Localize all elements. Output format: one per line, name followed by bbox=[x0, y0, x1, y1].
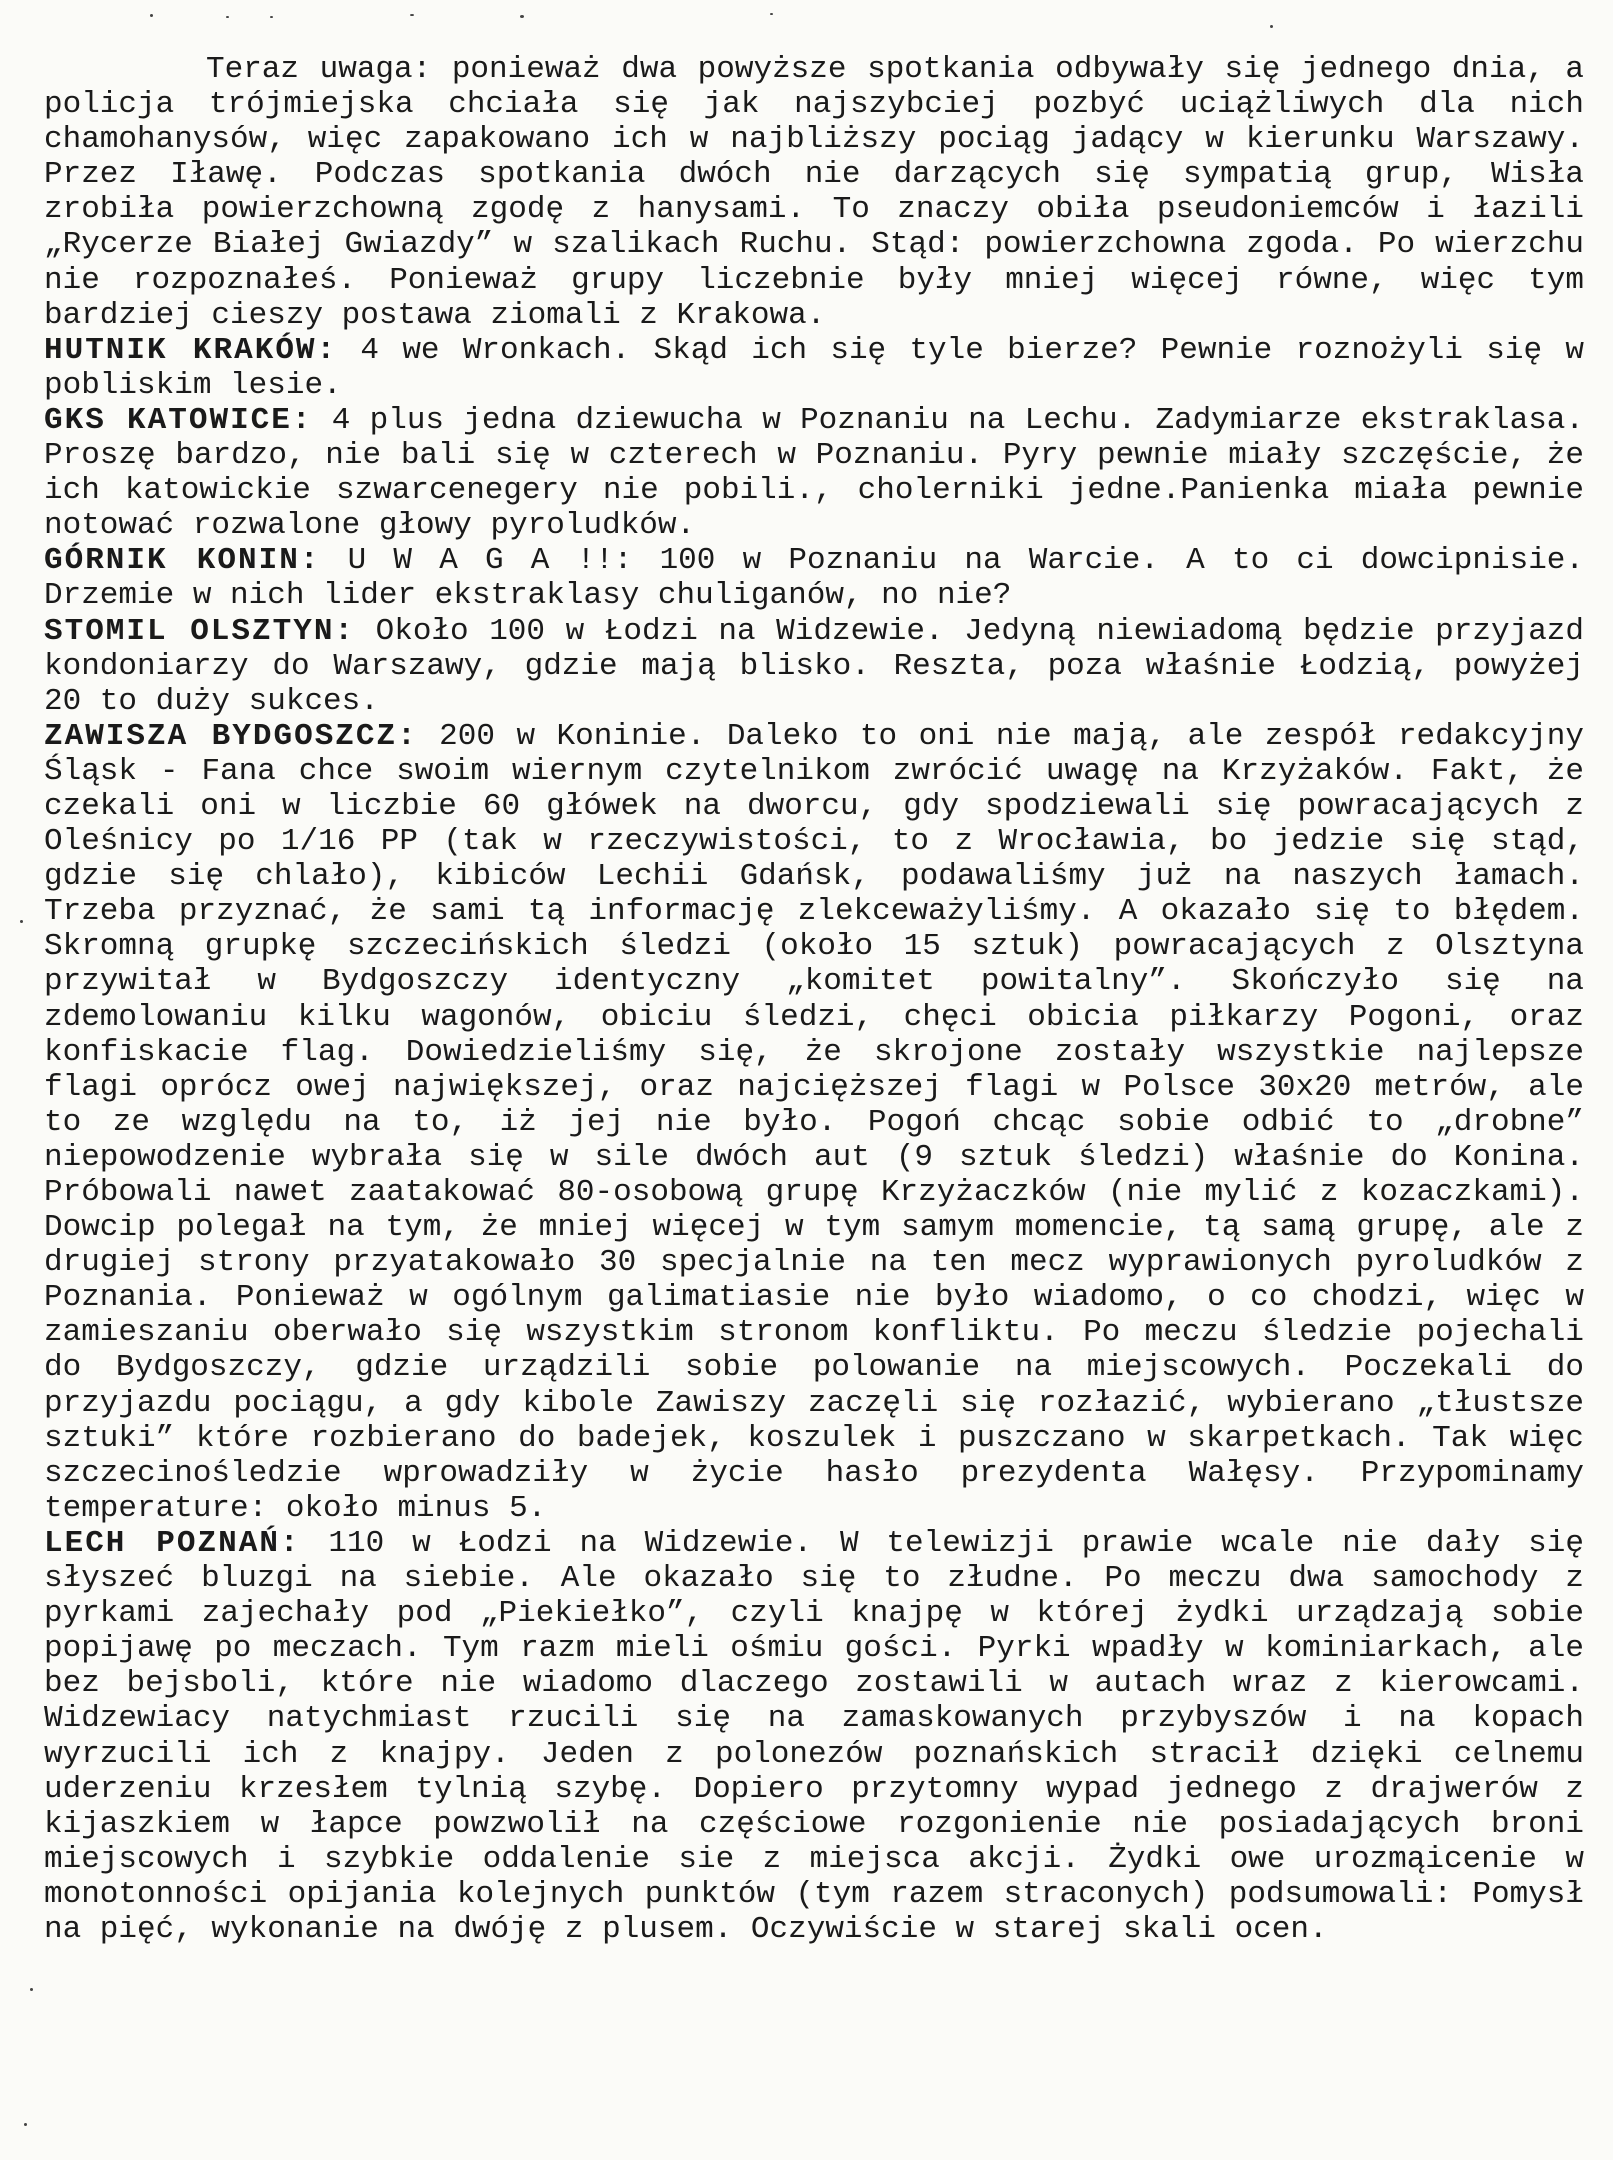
scan-speck bbox=[24, 2123, 27, 2126]
team-heading: ZAWISZA BYDGOSZCZ: bbox=[44, 718, 418, 754]
team-heading: STOMIL OLSZTYN: bbox=[44, 613, 356, 649]
scan-speck bbox=[1270, 25, 1273, 28]
scan-speck bbox=[270, 16, 273, 18]
scan-speck bbox=[520, 15, 524, 18]
section-text: U W A G A !!: 100 w Poznaniu na Warcie. A to ci dowcipnisie. Drzemie w nich lider ekstraklasy chuliganów, no nie? bbox=[44, 543, 1584, 614]
section-hutnik-krakow bbox=[44, 333, 1584, 403]
section-text: 110 w Łodzi na Widzewie. W telewizji prawie wcale nie dały się słyszeć bluzgi na siebie. Ale okazało się to złudne. Po meczu dwa samochody z pyrkami zajechały pod „Piekiełko”, czyli knajpę w której żydki urządzają sobie popijawę po meczach. Tym razm mieli ośmiu gości. Pyrki wpadły w kominiarkach, ale bez bejsboli, które nie wiadomo dlaczego zostawili w autach wraz z kierowcami. Widzewiacy natychmiast rzucili się na zamaskowanych przybyszów i na kopach wyrzucili ich z knajpy. Jeden z polonezów poznańskich stracił dzięki celnemu uderzeniu krzesłem tylnią szybę. Dopiero przytomny wypad jednego z drajwerów z kijaszkiem w łapce powzwolił na częściowe rozgonienie nie posiadających broni miejscowych i szybkie oddalenie sie z miejsca akcji. Żydki owe urozmąicenie w monotonności opijania kolejnych punktów (tym razem straconych) podsumowali: Pomysł na pięć, wykonanie na dwóję z plusem. Oczywiście w starej skali ocen. bbox=[44, 1525, 1584, 1947]
section-lech-poznan bbox=[44, 1526, 1584, 1947]
team-heading: HUTNIK KRAKÓW: bbox=[44, 332, 338, 368]
scan-speck bbox=[20, 920, 23, 923]
scan-speck bbox=[150, 14, 153, 17]
section-text: 200 w Koninie. Daleko to oni nie mają, ale zespół redakcyjny Śląsk - Fana chce swoim wiernym czytelnikom zwrócić uwagę na Krzyżaków. Fakt, że czekali oni w liczbie 60 główek na dworcu, gdy spodziewali się powracających z Oleśnicy po 1/16 PP (tak w rzeczywistości, to z Wrocławia, bo jedzie się stąd, gdzie się chlało), kibiców Lechii Gdańsk, podawaliśmy już na naszych łamach. Trzeba przyznać, że sami tą informację zlekceważyliśmy. A okazało się to błędem. Skromną grupkę szczecińskich śledzi (około 15 sztuk) powracających z Olsztyna przywitał w Bydgoszczy identyczny „komitet powitalny”. Skończyło się na zdemolowaniu kilku wagonów, obiciu śledzi, chęci obicia piłkarzy Pogoni, oraz konfiskacie flag. Dowiedzieliśmy się, że skrojone zostały wszystkie najlepsze flagi oprócz owej największej, oraz najcięższej flagi w Polsce 30x20 metrów, ale to ze względu na to, iż jej nie było. Pogoń chcąc sobie odbić to „drobne” niepowodzenie wybrała się w sile dwóch aut (9 sztuk śledzi) właśnie do Konina. Próbowali nawet zaatakować 80-osobową grupę Krzyżaczków (nie mylić z kozaczkami). Dowcip polegał na tym, że mniej więcej w tym samym momencie, tą samą grupę, ale z drugiej strony przyatakowało 30 specjalnie na ten mecz wyprawionych pyroludków z Poznania. Ponieważ w ogólnym galimatiasie nie było wiadomo, o co chodzi, więc w zamieszaniu oberwało się wszystkim stronom konfliktu. Po meczu śledzie pojechali do Bydgoszczy, gdzie urządzili sobie polowanie na miejscowych. Poczekali do przyjazdu pociągu, a gdy kibole Zawiszy zaczęli się rozłazić, wybierano „tłustsze sztuki” które rozbierano do badejek, koszulek i puszczano w skarpetkach. Tak więc szczecinośledzie wprowadziły w życie hasło prezydenta Wałęsy. Przypominamy temperature: około minus 5. bbox=[44, 718, 1584, 1526]
team-heading: GKS KATOWICE: bbox=[44, 402, 313, 438]
section-gks-katowice bbox=[44, 403, 1584, 543]
section-zawisza-bydgoszcz bbox=[44, 719, 1584, 1526]
scan-speck bbox=[410, 14, 414, 16]
scan-speck bbox=[30, 1988, 33, 1991]
scan-speck bbox=[226, 16, 229, 18]
article-body bbox=[44, 52, 1584, 1947]
section-gornik-konin bbox=[44, 543, 1584, 613]
team-heading: GÓRNIK KONIN: bbox=[44, 543, 321, 579]
section-text: 4 we Wronkach. Skąd ich się tyle bierze? Pewnie roznożyli się w pobliskim lesie. bbox=[44, 332, 1584, 403]
intro-paragraph: Teraz uwaga: ponieważ dwa powyższe spotkania odbywały się jednego dnia, a policja trójmiejska chciała się jak najszybciej pozbyć uciążliwych dla nich chamohanysów, więc zapakowano ich w najbliższy pociąg jadący w kierunku Warszawy. Przez Iławę. Podczas spotkania dwóch nie darzących się sympatią grup, Wisła zrobiła powierzchowną zgodę z hanysami. To znaczy obiła pseudoniemców i łazili „Rycerze Białej Gwiazdy” w szalikach Ruchu. Stąd: powierzchowna zgoda. Po wierzchu nie rozpoznałeś. Ponieważ grupy liczebnie były mniej więcej równe, więc tym bardziej cieszy postawa ziomali z Krakowa. bbox=[44, 52, 1584, 333]
section-text: 4 plus jedna dziewucha w Poznaniu na Lechu. Zadymiarze ekstraklasa. Proszę bardzo, nie bali się w czterech w Poznaniu. Pyry pewnie miały szczęście, że ich katowickie szwarcenegery nie pobili., cholerniki jedne.Panienka miała pewnie notować rozwalone głowy pyroludków. bbox=[44, 402, 1584, 544]
section-stomil-olsztyn bbox=[44, 614, 1584, 719]
section-text: Około 100 w Łodzi na Widzewie. Jedyną niewiadomą będzie przyjazd kondoniarzy do Warszawy, gdzie mają blisko. Reszta, poza właśnie Łodzią, powyżej 20 to duży sukces. bbox=[44, 613, 1585, 719]
team-heading: LECH POZNAŃ: bbox=[44, 1525, 301, 1561]
scan-speck bbox=[770, 13, 773, 15]
